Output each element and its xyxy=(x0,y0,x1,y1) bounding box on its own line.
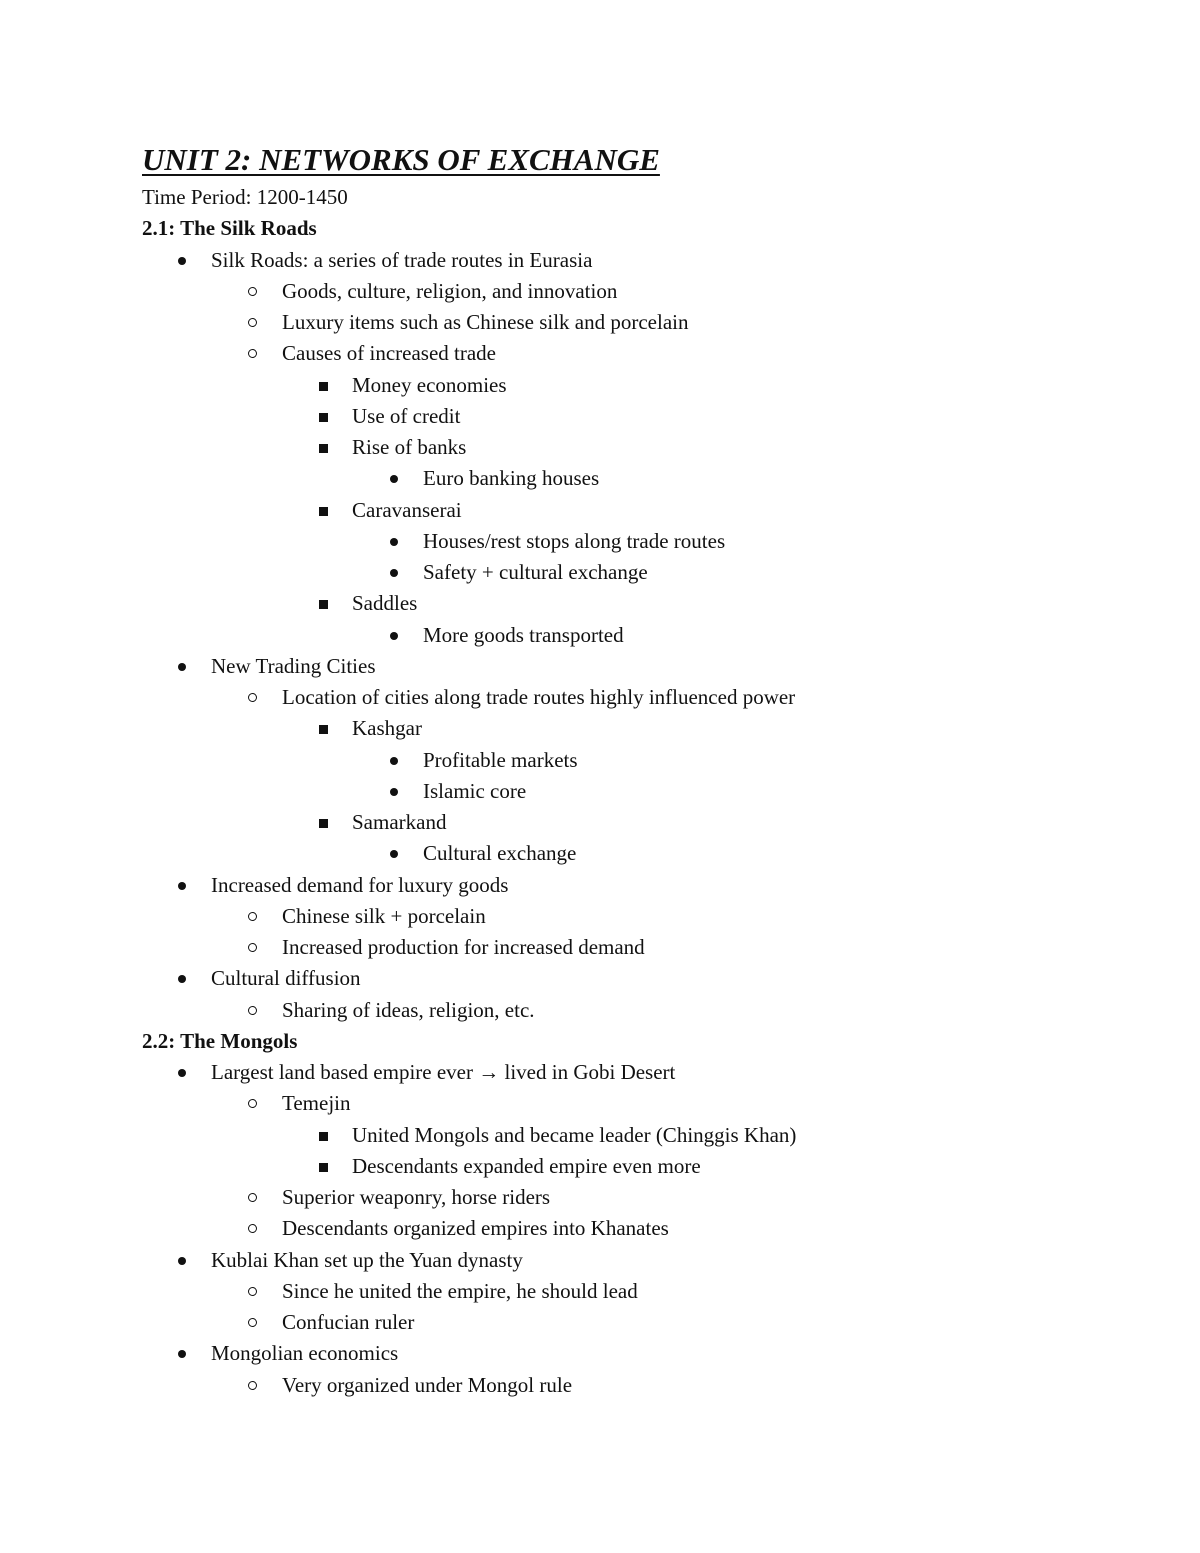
list-item-text: Profitable markets xyxy=(423,747,578,772)
list-item-text: New Trading Cities xyxy=(211,653,376,678)
list-item xyxy=(0,401,1200,432)
list-item xyxy=(0,1182,1200,1213)
bullet-square-icon xyxy=(319,1132,328,1141)
list-item xyxy=(0,276,1200,307)
bullet-circle-icon xyxy=(248,693,257,702)
list-item-text: Saddles xyxy=(352,591,418,616)
list-item xyxy=(0,370,1200,401)
bullet-circle-icon xyxy=(248,1381,257,1390)
bullet-square-icon xyxy=(319,1163,328,1172)
section-heading-text: 2.1: The Silk Roads xyxy=(142,216,317,241)
bullet-square-icon xyxy=(319,725,328,734)
list-item-text: Causes of increased trade xyxy=(282,341,496,366)
list-item xyxy=(0,588,1200,619)
list-item xyxy=(0,526,1200,557)
list-item-text: Samarkand xyxy=(352,810,447,834)
bullet-circle-icon xyxy=(248,1318,257,1327)
list-item xyxy=(0,1245,1200,1276)
bullet-disc-icon xyxy=(178,1257,186,1265)
bullet-circle-icon xyxy=(248,1193,257,1202)
list-item-text: Very organized under Mongol rule xyxy=(282,1372,573,1397)
list-item-text: Increased demand for luxury goods xyxy=(211,872,509,897)
list-item-text: Silk Roads: a series of trade routes in Eurasia xyxy=(211,247,593,272)
bullet-disc-icon xyxy=(390,475,398,483)
bullet-disc-icon xyxy=(178,975,186,983)
list-item xyxy=(0,963,1200,994)
list-item-text: Since he united the empire, he should lead xyxy=(282,1278,638,1303)
list-item-text: Safety + cultural exchange xyxy=(423,560,648,584)
bullet-disc-icon xyxy=(178,257,186,265)
list-item-text: Cultural diffusion xyxy=(211,966,361,991)
list-item-text: Descendants organized empires into Khanates xyxy=(282,1216,669,1241)
list-item-text: Use of credit xyxy=(352,403,461,428)
bullet-disc-icon xyxy=(390,850,398,858)
list-item-text: Luxury items such as Chinese silk and porcelain xyxy=(282,310,689,334)
list-item xyxy=(0,776,1200,807)
list-item xyxy=(0,1151,1200,1182)
list-item xyxy=(0,245,1200,276)
bullet-square-icon xyxy=(319,507,328,516)
list-item-text: Kublai Khan set up the Yuan dynasty xyxy=(211,1247,523,1272)
list-item-text: Sharing of ideas, religion, etc. xyxy=(282,997,535,1022)
list-item-text: Rise of banks xyxy=(352,435,467,459)
bullet-disc-icon xyxy=(390,788,398,796)
bullet-disc-icon xyxy=(178,882,186,890)
list-item xyxy=(0,870,1200,901)
list-item xyxy=(0,1120,1200,1151)
list-item xyxy=(0,432,1200,463)
bullet-circle-icon xyxy=(248,912,257,921)
bullet-circle-icon xyxy=(248,349,257,358)
list-item xyxy=(0,651,1200,682)
list-item xyxy=(0,495,1200,526)
list-item xyxy=(0,682,1200,713)
list-item-text: More goods transported xyxy=(423,622,624,647)
time-period-text: Time Period: 1200-1450 xyxy=(142,185,348,209)
bullet-circle-icon xyxy=(248,1224,257,1233)
bullet-square-icon xyxy=(319,600,328,609)
section-heading xyxy=(0,1026,1200,1057)
bullet-circle-icon xyxy=(248,1006,257,1015)
list-item-text: Mongolian economics xyxy=(211,1341,399,1366)
list-item-text: Euro banking houses xyxy=(423,466,600,491)
list-item-text: Temejin xyxy=(282,1091,351,1116)
list-item-text: Money economies xyxy=(352,372,507,397)
list-item xyxy=(0,463,1200,494)
list-item-text: United Mongols and became leader (Chinggis Khan) xyxy=(352,1122,797,1147)
bullet-disc-icon xyxy=(178,1069,186,1077)
list-item xyxy=(0,995,1200,1026)
bullet-disc-icon xyxy=(390,632,398,640)
list-item-text: Location of cities along trade routes highly influenced power xyxy=(282,685,796,709)
list-item xyxy=(0,1307,1200,1338)
list-item xyxy=(0,1213,1200,1244)
list-item-text: Cultural exchange xyxy=(423,841,577,866)
bullet-circle-icon xyxy=(248,318,257,327)
list-item-text: Confucian ruler xyxy=(282,1310,415,1334)
list-item-text: Chinese silk + porcelain xyxy=(282,903,486,928)
list-item xyxy=(0,1276,1200,1307)
bullet-disc-icon xyxy=(178,663,186,671)
bullet-disc-icon xyxy=(390,757,398,765)
list-item xyxy=(0,1057,1200,1088)
bullet-disc-icon xyxy=(390,569,398,577)
list-item xyxy=(0,1088,1200,1119)
bullet-disc-icon xyxy=(178,1350,186,1358)
list-item xyxy=(0,838,1200,869)
list-item xyxy=(0,713,1200,744)
bullet-square-icon xyxy=(319,382,328,391)
list-item xyxy=(0,1370,1200,1401)
bullet-circle-icon xyxy=(248,1099,257,1108)
bullet-circle-icon xyxy=(248,943,257,952)
list-item-text: Largest land based empire ever → lived in Gobi Desert xyxy=(211,1060,676,1084)
document-title: UNIT 2: NETWORKS OF EXCHANGE xyxy=(142,142,660,177)
list-item-text: Houses/rest stops along trade routes xyxy=(423,528,726,553)
list-item xyxy=(0,307,1200,338)
list-item xyxy=(0,932,1200,963)
bullet-circle-icon xyxy=(248,287,257,296)
bullet-square-icon xyxy=(319,819,328,828)
list-item-text: Goods, culture, religion, and innovation xyxy=(282,278,618,303)
list-item xyxy=(0,620,1200,651)
list-item-text: Kashgar xyxy=(352,716,422,741)
list-item-text: Superior weaponry, horse riders xyxy=(282,1185,551,1209)
section-heading xyxy=(0,213,1200,244)
section-heading-text: 2.2: The Mongols xyxy=(142,1028,298,1053)
bullet-circle-icon xyxy=(248,1287,257,1296)
list-item xyxy=(0,338,1200,369)
time-period xyxy=(0,182,1200,213)
list-item xyxy=(0,807,1200,838)
list-item xyxy=(0,557,1200,588)
bullet-disc-icon xyxy=(390,538,398,546)
bullet-square-icon xyxy=(319,413,328,422)
list-item xyxy=(0,745,1200,776)
bullet-square-icon xyxy=(319,444,328,453)
list-item-text: Descendants expanded empire even more xyxy=(352,1153,701,1178)
list-item-text: Islamic core xyxy=(423,778,527,803)
list-item xyxy=(0,901,1200,932)
list-item xyxy=(0,1338,1200,1369)
list-item-text: Caravanserai xyxy=(352,497,462,522)
list-item-text: Increased production for increased demand xyxy=(282,935,645,959)
